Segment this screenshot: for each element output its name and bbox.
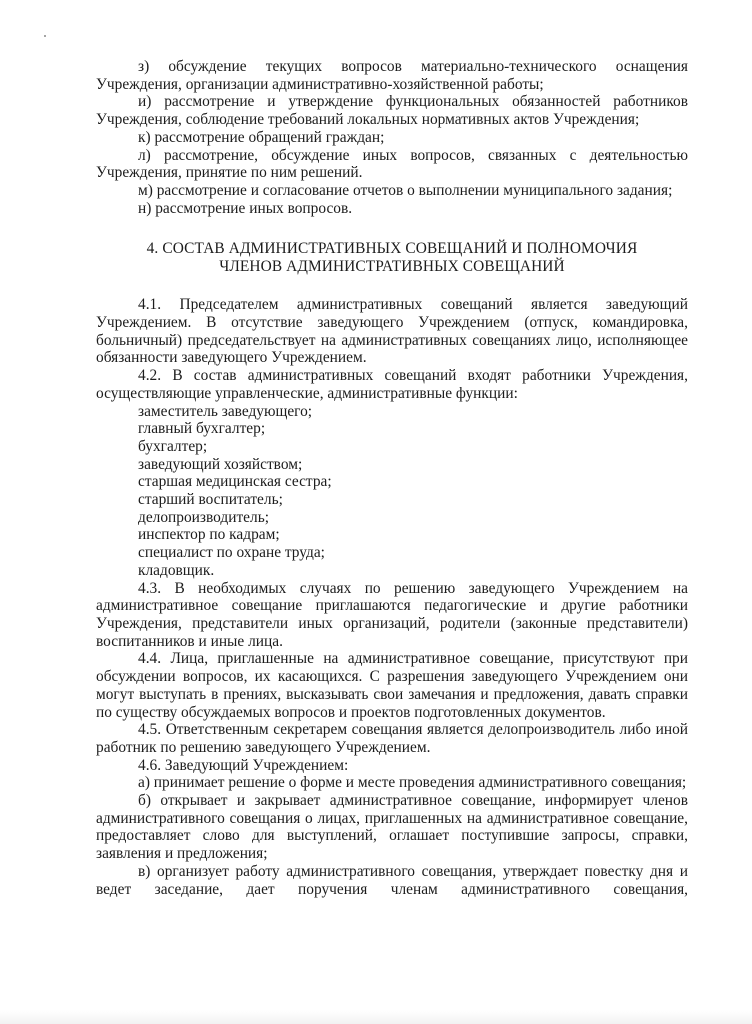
- role-item: кладовщик.: [138, 561, 215, 579]
- role-item: заведующий хозяйством;: [138, 455, 303, 473]
- role-item: бухгалтер;: [138, 437, 208, 455]
- paragraph-4-6-b: б) открывает и закрывает административное совещание, информирует членов административного совещания о лицах, приглашенных на административное совещание, предоставляет слово для выступлений, оглашает поступившие запросы, справки, заявления и предложения;: [96, 792, 688, 863]
- role-item: старший воспитатель;: [138, 491, 283, 509]
- list-item-l: л) рассмотрение, обсуждение иных вопросов, связанных с деятельностью Учреждения, принятие по ним решений.: [96, 146, 688, 182]
- section-heading-line1: 4. СОСТАВ АДМИНИСТРАТИВНЫХ СОВЕЩАНИЙ И ПОЛНОМОЧИЯ: [146, 240, 638, 258]
- scan-speck: [44, 35, 46, 37]
- section-heading: [96, 240, 688, 275]
- paragraph-4-5: 4.5. Ответственным секретарем совещания является делопроизводитель либо иной работник по решению заведующего Учреждением.: [96, 721, 688, 756]
- list-item-m: м) рассмотрение и согласование отчетов о выполнении муниципального задания;: [138, 181, 673, 199]
- list-item-i: и) рассмотрение и утверждение функциональных обязанностей работников Учреждения, соблюдение требований локальных нормативных актов Учреждения;: [96, 93, 688, 129]
- paragraph-4-1: 4.1. Председателем административных совещаний является заведующий Учреждением. В отсутствие заведующего Учреждением (отпуск, командировка, больничный) председательствует на административных совещаниях лицо, исполняющее обязанности заведующего Учреждением.: [96, 296, 688, 367]
- list-item-n: н) рассмотрение иных вопросов.: [138, 199, 353, 217]
- role-item: делопроизводитель;: [138, 508, 269, 526]
- section-heading-line2: ЧЛЕНОВ АДМИНИСТРАТИВНЫХ СОВЕЩАНИЙ: [219, 257, 565, 275]
- list-item-k: к) рассмотрение обращений граждан;: [138, 128, 385, 146]
- roles-list: [96, 403, 688, 580]
- paragraph-4-6-a: а) принимает решение о форме и месте проведения административного совещания;: [138, 774, 687, 792]
- list-item-z: з) обсуждение текущих вопросов материально-технического оснащения Учреждения, организации административно-хозяйственной работы;: [96, 58, 688, 93]
- role-item: специалист по охране труда;: [138, 544, 325, 562]
- document-page: [96, 58, 688, 898]
- scan-bottom-edge: [0, 1010, 752, 1024]
- paragraph-4-6-v: в) организует работу административного совещания, утверждает повестку дня и ведет заседание, дает поручения членам административного совещания,: [96, 862, 688, 898]
- role-item: заместитель заведующего;: [138, 402, 313, 420]
- role-item: главный бухгалтер;: [138, 420, 266, 438]
- paragraph-4-6: 4.6. Заведующий Учреждением:: [138, 756, 349, 774]
- paragraph-4-3: 4.3. В необходимых случаях по решению заведующего Учреждением на административное совещание приглашаются педагогические и другие работники Учреждения, представители иных организаций, родители (законные представители) воспитанников и иные лица.: [96, 579, 688, 650]
- role-item: инспектор по кадрам;: [138, 526, 280, 544]
- paragraph-4-4: 4.4. Лица, приглашенные на административное совещание, присутствуют при обсуждении вопросов, их касающихся. С разрешения заведующего Учреждением они могут выступать в прениях, высказывать свои замечания и предложения, давать справки по существу обсуждаемых вопросов и проектов подготовленных документов.: [96, 650, 688, 721]
- paragraph-4-2: 4.2. В состав административных совещаний входят работники Учреждения, осуществляющие управленческие, административные функции:: [96, 367, 688, 402]
- role-item: старшая медицинская сестра;: [138, 473, 332, 491]
